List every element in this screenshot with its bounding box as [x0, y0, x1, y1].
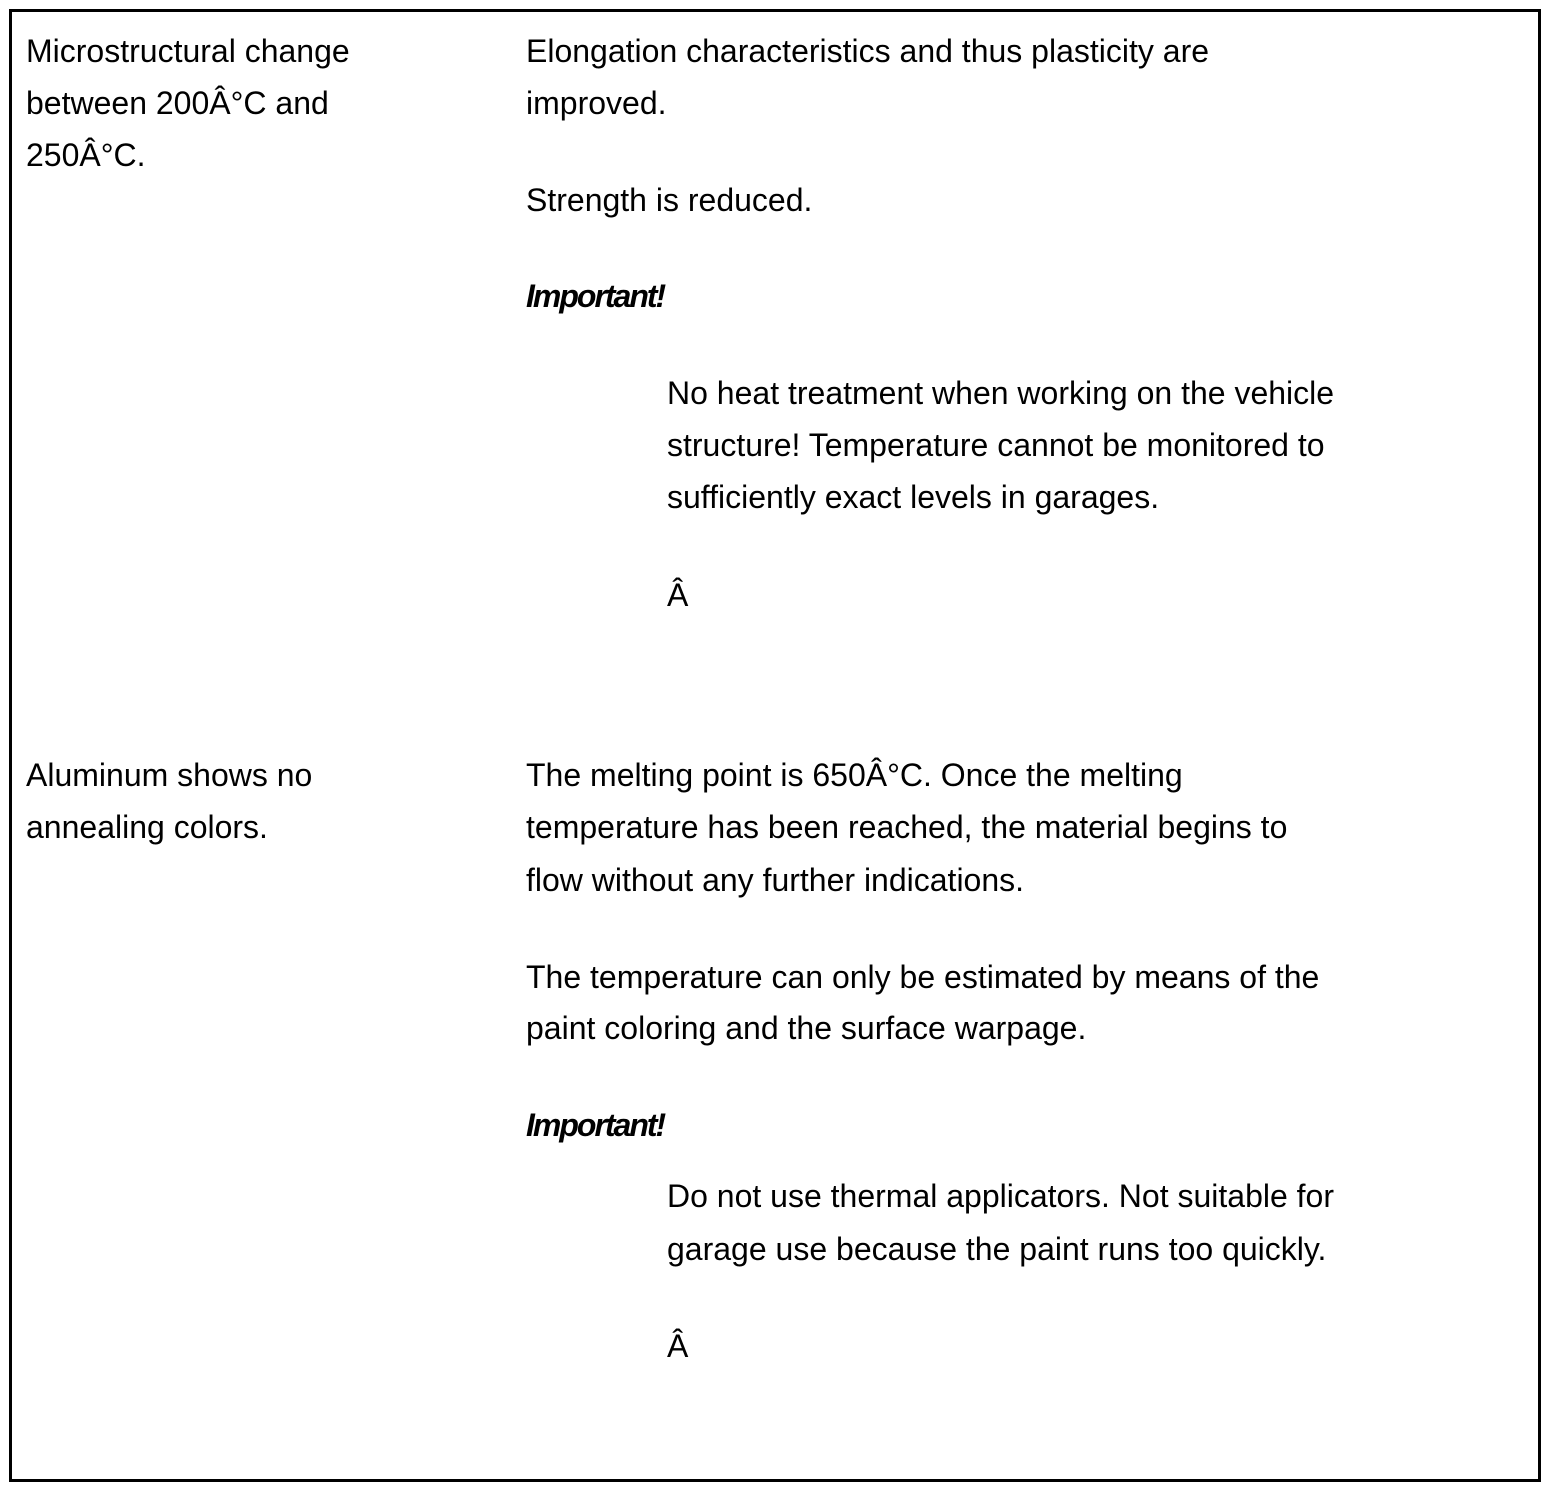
row2-desc-p2-line1: The temperature can only be estimated by means of the: [526, 959, 1320, 995]
row1-property-line3: 250Â°C.: [26, 137, 146, 173]
row1-property-line1: Microstructural change: [26, 33, 350, 69]
row1-stray-char: Â: [667, 577, 689, 613]
row1-important-label: Important!: [526, 278, 665, 314]
row2-stray-char: Â: [667, 1328, 689, 1364]
row1-note-line3: sufficiently exact levels in garages.: [667, 479, 1160, 515]
row1-property-line2: between 200Â°C and: [26, 85, 329, 121]
row2-desc-p1-line2: temperature has been reached, the material begins to: [526, 809, 1288, 845]
row1-desc-p1-line2: improved.: [526, 85, 667, 121]
row2-note-line2: garage use because the paint runs too quickly.: [667, 1231, 1327, 1267]
row2-desc-p1-line1: The melting point is 650Â°C. Once the melting: [526, 757, 1183, 793]
row1-note-line2: structure! Temperature cannot be monitored to: [667, 427, 1325, 463]
row2-desc-p1-line3: flow without any further indications.: [526, 862, 1025, 898]
row1-desc-p1-line1: Elongation characteristics and thus plasticity are: [526, 33, 1210, 69]
row2-important-label: Important!: [526, 1107, 665, 1143]
row2-note-line1: Do not use thermal applicators. Not suitable for: [667, 1178, 1334, 1214]
row2-property-line2: annealing colors.: [26, 809, 268, 845]
row2-property-line1: Aluminum shows no: [26, 757, 313, 793]
row1-desc-p2-line1: Strength is reduced.: [526, 182, 813, 218]
row1-note-line1: No heat treatment when working on the vehicle: [667, 375, 1335, 411]
row2-desc-p2-line2: paint coloring and the surface warpage.: [526, 1010, 1087, 1046]
